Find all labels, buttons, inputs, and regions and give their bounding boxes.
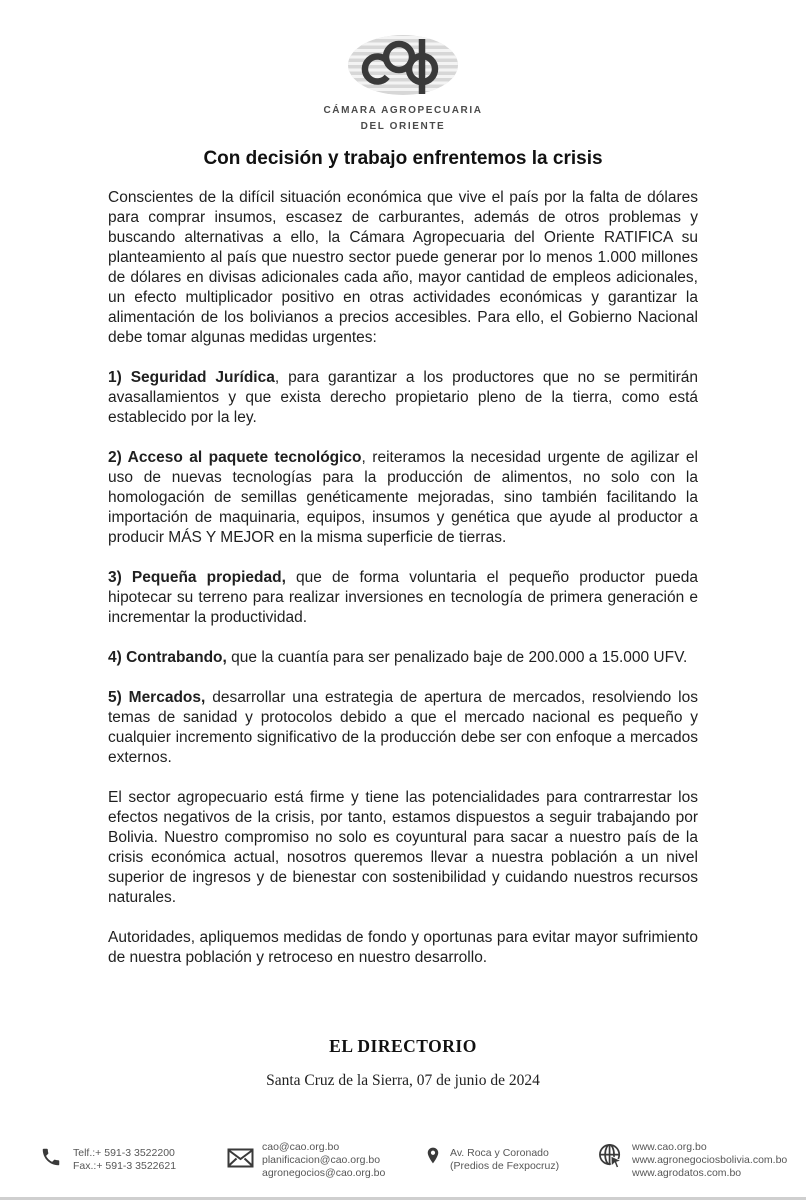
item-1-lead: 1) Seguridad Jurídica <box>108 369 275 386</box>
footer-address-line1: Av. Roca y Coronado <box>450 1147 549 1159</box>
signature-line: EL DIRECTORIO <box>329 1036 477 1056</box>
closing-paragraph-1: El sector agropecuario está firme y tiene las potencialidades para contrarrestar los efectos negativos de la crisis, por tanto, estamos dispuestos a seguir trabajando por Bolivia. Nuestro compromiso no solo es coyuntural para sacar a nuestro país de la crisis económica actual, nosotros queremos llevar a nuestra población a un nivel superior de ingresos y de bienestar con sostenibilidad y cuidando nuestros recursos naturales. <box>108 789 698 906</box>
location-pin-icon <box>424 1143 442 1168</box>
item-5-lead: 5) Mercados, <box>108 689 206 706</box>
org-name-line2: DEL ORIENTE <box>360 121 446 132</box>
footer <box>0 1130 806 1192</box>
footer-email-line3: agronegocios@cao.org.bo <box>262 1167 386 1179</box>
footer-email-line1: cao@cao.org.bo <box>262 1141 340 1153</box>
item-4-lead: 4) Contrabando, <box>108 649 227 666</box>
dateline: Santa Cruz de la Sierra, 07 de junio de 2024 <box>266 1072 540 1089</box>
numbered-item-2 <box>108 448 698 548</box>
item-2-lead: 2) Acceso al paquete tecnológico <box>108 449 362 466</box>
footer-address-line2: (Predios de Fexpocruz) <box>450 1160 560 1172</box>
footer-address <box>450 1147 559 1173</box>
item-3-lead: 3) Pequeña propiedad, <box>108 569 286 586</box>
footer-web-line2: www.agronegociosbolivia.com.bo <box>632 1154 788 1166</box>
numbered-item-5 <box>108 688 698 768</box>
page-title: Con decisión y trabajo enfrentemos la crisis <box>203 148 603 169</box>
footer-phone-line2: Fax.:+ 591-3 3522621 <box>73 1160 177 1172</box>
org-name-line1: CÁMARA AGROPECUARIA <box>323 105 483 116</box>
cao-logo-icon <box>347 34 459 96</box>
org-name <box>0 103 806 135</box>
letterhead <box>0 34 806 135</box>
numbered-item-3 <box>108 568 698 628</box>
item-3-text: que de forma voluntaria el pequeño productor pueda hipotecar su terreno para realizar inversiones en tecnología de primera generación e incrementar la productividad. <box>108 569 698 626</box>
globe-cursor-icon <box>598 1143 625 1170</box>
numbered-item-4 <box>108 648 698 668</box>
email-icon <box>227 1148 254 1168</box>
footer-web-line3: www.agrodatos.com.bo <box>632 1167 742 1179</box>
intro-paragraph: Conscientes de la difícil situación económica que vive el país por la falta de dólares para comprar insumos, escasez de carburantes, además de otros problemas y buscando alternativas a ello, la Cámara Agropecuaria del Oriente RATIFICA su planteamiento al país que nuestro sector puede generar por lo menos 1.000 millones de dólares en divisas adicionales cada año, mayor cantidad de empleos adicionales, un efecto multiplicador positivo en otras actividades económicas y garantizar la alimentación de los bolivianos a precios accesibles. Para ello, el Gobierno Nacional debe tomar algunas medidas urgentes: <box>108 189 698 346</box>
footer-phone <box>73 1147 176 1173</box>
closing-paragraph-2: Autoridades, apliquemos medidas de fondo y oportunas para evitar mayor sufrimiento de nuestra población y retroceso en nuestro desarrollo. <box>108 929 698 966</box>
item-5-text: desarrollar una estrategia de apertura de mercados, resolviendo los temas de sanidad y protocolos debido a que el mercado nacional es pequeño y cualquier incremento significativo de la producción debe ser con enfoque a mercados externos. <box>108 689 698 766</box>
footer-web-line1: www.cao.org.bo <box>632 1141 707 1153</box>
numbered-item-1 <box>108 368 698 428</box>
footer-web <box>632 1141 787 1180</box>
footer-email-line2: planificacion@cao.org.bo <box>262 1154 381 1166</box>
item-4-text: que la cuantía para ser penalizado baje de 200.000 a 15.000 UFV. <box>226 649 688 666</box>
item-1-text: , para garantizar a los productores que no se permitirán avasallamientos y que exista derecho propietario pleno de la tierra, como está establecido por la ley. <box>108 369 698 426</box>
item-2-text: , reiteramos la necesidad urgente de agilizar el uso de nuevas tecnologías para la producción de alimentos, no solo con la homologación de semillas genéticamente mejoradas, sino también facilitando la importación de maquinaria, equipos, insumos y genética que ayude al productor a producir MÁS Y MEJOR en la misma superficie de tierras. <box>108 449 698 546</box>
footer-phone-line1: Telf.:+ 591-3 3522200 <box>73 1147 175 1159</box>
footer-email <box>262 1141 385 1180</box>
phone-icon <box>40 1146 62 1168</box>
document-body <box>108 148 698 988</box>
